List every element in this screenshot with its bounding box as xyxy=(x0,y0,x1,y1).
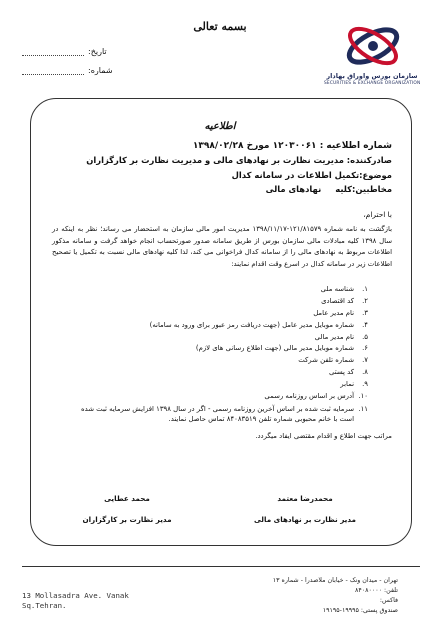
list-item-text: شناسه ملی xyxy=(320,285,354,293)
list-item-number: ۱۱. xyxy=(358,404,368,413)
number-field xyxy=(22,66,113,75)
audience-value: نهادهای مالی xyxy=(265,184,322,194)
signature-left xyxy=(52,494,202,524)
address-en-line1: 13 Mollasadra Ave. Vanak xyxy=(22,591,129,600)
list-item-text: شماره تلفن شرکت xyxy=(298,356,354,365)
postal-line: صندوق پستی: ۱۹۹۹۵-۱۹۱۹۵ xyxy=(322,607,398,614)
list-item xyxy=(68,320,368,332)
orbit-emblem-icon xyxy=(344,22,402,70)
footer-address-fa xyxy=(273,576,398,616)
address-fa-line: تهران - میدان ونک - خیابان ملاصدرا - شماره ۱۳ xyxy=(272,577,398,584)
list-item-number: ۷. xyxy=(362,356,368,365)
audience-label: مخاطبین:کلیه xyxy=(335,184,392,194)
list-item-number: ۶. xyxy=(362,344,368,353)
date-label: تاریخ: xyxy=(88,47,107,56)
greeting: با احترام، xyxy=(363,210,392,219)
organization-name-fa: سازمان بورس واوراق بهادار xyxy=(326,72,418,80)
list-item-number: ۹. xyxy=(362,380,368,389)
organization-logo xyxy=(324,22,420,94)
list-item xyxy=(68,343,368,355)
list-item-text: نام مدیر عامل xyxy=(313,308,354,317)
list-item-text: کد اقتصادی xyxy=(321,296,354,305)
list-item-text: نام مدیر مالی xyxy=(314,332,354,341)
signer-right-name: محمدرضا معتمد xyxy=(277,494,333,503)
footer-address-en xyxy=(22,591,129,610)
list-item xyxy=(68,308,368,320)
list-item xyxy=(68,332,368,344)
list-item-number: ۳. xyxy=(362,308,368,317)
notice-subject: موضوع:تکمیل اطلاعات در سامانه کدال xyxy=(231,170,392,180)
list-item xyxy=(68,391,368,403)
list-item-number: ۲. xyxy=(362,296,368,305)
signature-right xyxy=(230,494,380,524)
date-field xyxy=(22,47,107,56)
phone-line: تلفن: ۸۴۰۸۰۰۰۰ xyxy=(354,587,398,594)
list-item-text: شماره موبایل مدیر مالی (جهت اطلاع رسانی های لازم) xyxy=(195,344,354,353)
address-en-line2: Sq.Tehran. xyxy=(22,600,67,610)
list-item-text: نمابر xyxy=(340,380,354,389)
body-paragraph: بازگشت به نامه شماره ۱۲۱/۸۱۵۷۹-۱۳۹۸/۱۱/۱۷ مدیریت امور مالی سازمان به استحضار می رساند؛ نظر به اینکه در سال ۱۳۹۸ کلیه مبادلات مالی سازمان بورس از طریق سامانه صدور صورتحساب انجام خواهد گرفت و سامانه مذکور اطلاعات مربوط به نهادهای مالی را از سامانه کدال فراخوانی می کند، لذا کلیه نهادهای مالی نسبت به تکمیل یا تصحیح اطلاعات زیر در سامانه کدال در اسرع وقت اقدام نمایند: xyxy=(52,225,393,268)
list-item-number: ۴. xyxy=(362,320,368,329)
organization-name-en: SECURITIES & EXCHANGE ORGANIZATION xyxy=(324,81,421,86)
date-blank-line xyxy=(22,47,84,56)
list-item xyxy=(68,296,368,308)
required-info-list xyxy=(68,284,368,425)
number-label: شماره: xyxy=(88,66,113,75)
notice-title: اطلاعیه xyxy=(204,121,236,132)
signer-right-title: مدیر نظارت بر نهادهای مالی xyxy=(254,515,356,524)
notice-issuer: صادرکننده: مدیریت نظارت بر نهادهای مالی و مدیریت نظارت بر کارگزاران xyxy=(86,155,392,165)
signer-left-name: محمد عطایی xyxy=(104,494,150,503)
list-item xyxy=(68,404,368,425)
list-item-number: ۱. xyxy=(362,285,368,293)
closing-line: مراتب جهت اطلاع و اقدام مقتضی ایفاد میگردد. xyxy=(255,432,392,440)
list-item-text: سرمایه ثبت شده بر اساس آخرین روزنامه رسمی - اگر در سال ۱۳۹۸ افزایش سرمایه ثبت شده است با خانم محبوبی شماره تلفن ۸۴۰۸۳۵۱۹ تماس حاصل نمایند. xyxy=(80,404,354,424)
basmala-heading: بسمه تعالی xyxy=(193,20,247,33)
list-item-number: ۱۰. xyxy=(358,392,368,401)
list-item xyxy=(68,355,368,367)
list-item xyxy=(68,367,368,379)
notice-reference: شماره اطلاعیه : ۱۲۰۳۰۰۶۱ مورخ ۱۳۹۸/۰۲/۲۸ xyxy=(192,141,392,151)
list-item-text: کد پستی xyxy=(329,368,354,377)
list-item-text: آدرس بر اساس روزنامه رسمی xyxy=(264,392,354,401)
number-blank-line xyxy=(22,66,84,75)
notice-audience xyxy=(32,184,392,194)
list-item-number: ۸. xyxy=(362,368,368,377)
signer-left-title: مدیر نظارت بر کارگزاران xyxy=(82,515,172,524)
list-item xyxy=(68,379,368,391)
list-item xyxy=(68,284,368,296)
footer-divider xyxy=(22,566,420,567)
list-item-number: ۵. xyxy=(362,332,368,341)
fax-line: فاکس: xyxy=(379,597,398,604)
list-item-text: شماره موبایل مدیر عامل (جهت دریافت رمز عبور برای ورود به سامانه) xyxy=(149,320,354,329)
